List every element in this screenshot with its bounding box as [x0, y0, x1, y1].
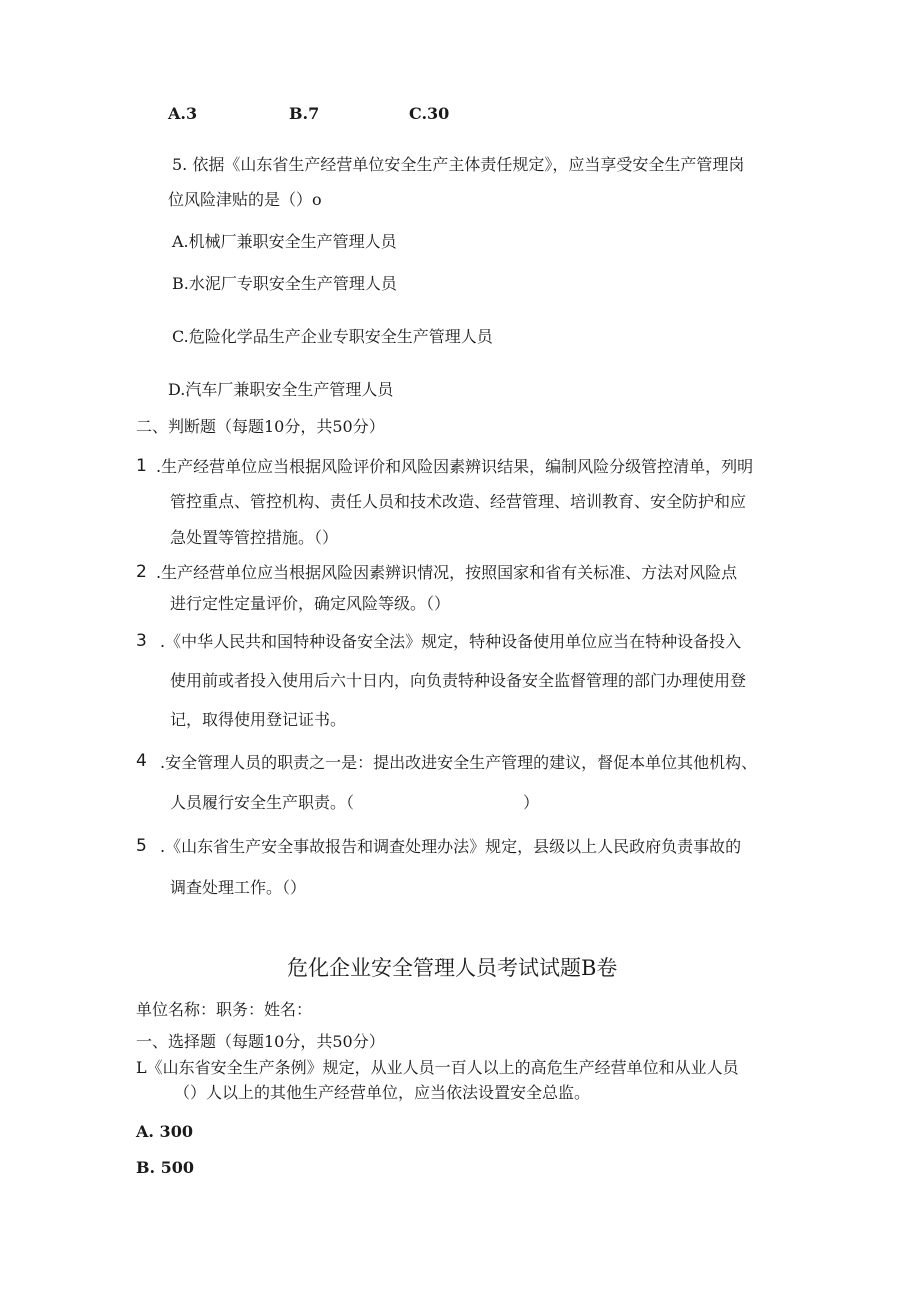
judgment-5-line2: 调查处理工作。（）: [170, 878, 307, 897]
judgment-3-number: 3: [136, 631, 147, 651]
judgment-4-number: 4: [136, 751, 147, 771]
judgment-5-number: 5: [136, 836, 147, 856]
q4-option-c: C.30: [409, 104, 450, 123]
q5-question-line1: 5. 依据《山东省生产经营单位安全生产主体责任规定》，应当享受安全生产管理岗: [172, 155, 745, 174]
judgment-3-line3: 记，取得使用登记证书。: [170, 710, 347, 729]
judgment-2-line2: 进行定性定量评价，确定风险等级。（）: [170, 594, 451, 613]
q4-option-a: A.3: [168, 104, 198, 123]
judgment-3-line2: 使用前或者投入使用后六十日内，向负责特种设备安全监督管理的部门办理使用登: [170, 671, 747, 690]
q4-option-b: B.7: [289, 104, 320, 123]
exam-b-title: 危化企业安全管理人员考试试题B卷: [287, 956, 618, 980]
q5-option-b: B.水泥厂专职安全生产管理人员: [172, 274, 397, 293]
q5-option-d: D.汽车厂兼职安全生产管理人员: [168, 380, 394, 399]
judgment-4-close-paren: ）: [523, 793, 540, 812]
judgment-2-line1: .生产经营单位应当根据风险因素辨识情况，按照国家和省有关标准、方法对风险点: [156, 563, 738, 582]
judgment-4-line2: 人员履行安全生产职责。（: [170, 793, 355, 812]
exam-b-option-a: A. 300: [136, 1122, 193, 1141]
judgment-2-number: 2: [136, 562, 147, 582]
section2-title: 二、判断题（每题10分，共50分）: [136, 417, 385, 436]
q5-option-c: C.危险化学品生产企业专职安全生产管理人员: [172, 327, 493, 346]
exam-b-info: 单位名称：职务：姓名：: [136, 1000, 313, 1019]
judgment-5-line1: .《山东省生产安全事故报告和调查处理办法》规定，县级以上人民政府负责事故的: [160, 837, 742, 856]
exam-b-option-b: B. 500: [136, 1158, 195, 1177]
q5-option-a: A.机械厂兼职安全生产管理人员: [172, 232, 397, 251]
judgment-3-line1: .《中华人民共和国特种设备安全法》规定，特种设备使用单位应当在特种设备投入: [160, 632, 742, 651]
judgment-1-number: 1: [136, 456, 147, 476]
exam-b-q1-line2: （）人以上的其他生产经营单位，应当依法设置安全总监。: [174, 1083, 591, 1102]
q5-question-line2: 位风险津贴的是（）o: [168, 190, 322, 209]
exam-b-section1-title: 一、选择题（每题10分，共50分）: [136, 1032, 385, 1051]
judgment-1-line3: 急处置等管控措施。（）: [170, 528, 339, 547]
judgment-4-line1: .安全管理人员的职责之一是：提出改进安全生产管理的建议，督促本单位其他机构、: [160, 753, 758, 772]
exam-b-q1-line1: L《山东省安全生产条例》规定，从业人员一百人以上的高危生产经营单位和从业人员: [136, 1058, 739, 1077]
judgment-1-line2: 管控重点、管控机构、责任人员和技术改造、经营管理、培训教育、安全防护和应: [170, 492, 747, 511]
judgment-1-line1: .生产经营单位应当根据风险评价和风险因素辨识结果，编制风险分级管控清单，列明: [156, 457, 754, 476]
